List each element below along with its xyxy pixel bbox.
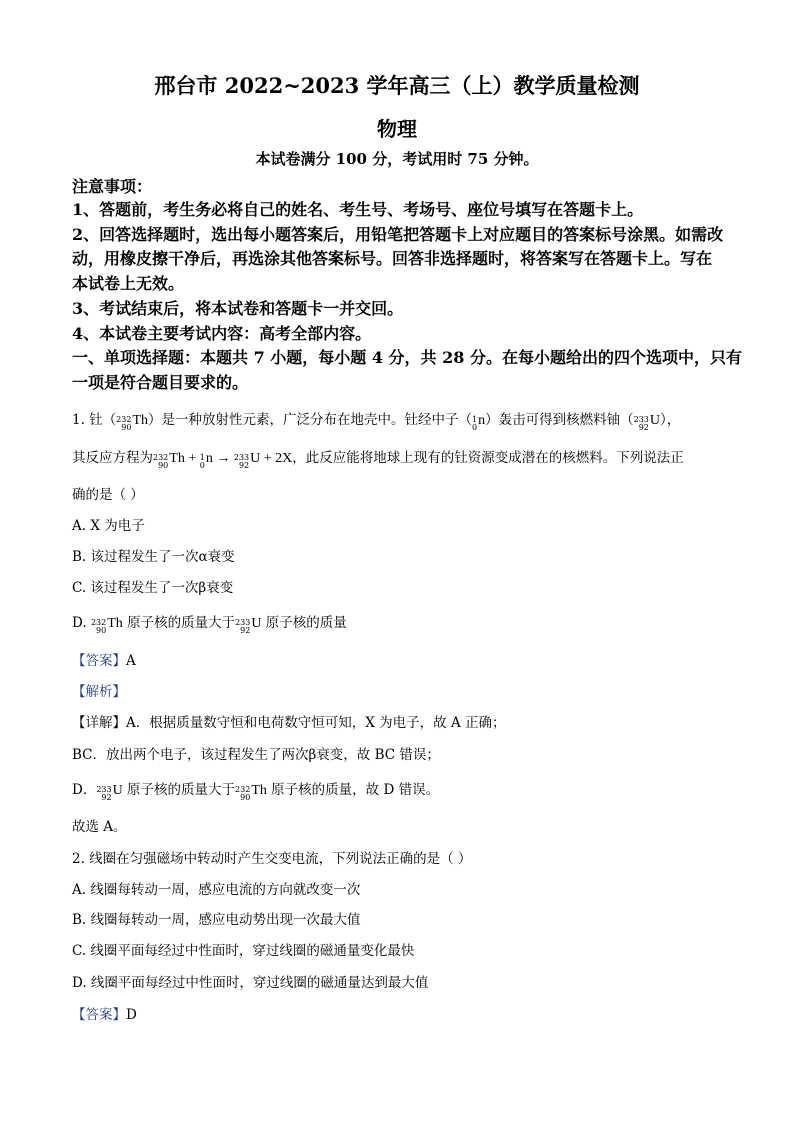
answer-label: 【答案】 (72, 1007, 126, 1023)
nuclide-uranium: 233 92 U (633, 413, 661, 432)
q2-option-b: B. 线圈每转动一周，感应电动势出现一次最大值 (72, 912, 361, 928)
q1-conclusion: 故选 A。 (72, 819, 127, 835)
note-line: 1、答题前，考生务必将自己的姓名、考生号、考场号、座位号填写在答题卡上。 (72, 200, 644, 219)
q2-stem: 2. 线圈在匀强磁场中转动时产生交变电流，下列说法正确的是（ ） (72, 851, 472, 867)
note-line: 4、本试卷主要考试内容：高考全部内容。 (72, 324, 372, 343)
exam-title: 邢台市 2022~2023 学年高三（上）教学质量检测 (154, 73, 640, 98)
q2-option-d: D. 线圈平面每经过中性面时，穿过线圈的磁通量达到最大值 (72, 975, 429, 991)
q1-option-b: B. 该过程发生了一次α衰变 (72, 549, 235, 565)
note-line: 动，用橡皮擦干净后，再选涂其他答案标号。回答非选择题时，将答案写在答题卡上。写在 (72, 249, 713, 268)
notes-heading: 注意事项： (72, 177, 153, 196)
note-line: 3、考试结束后，将本试卷和答题卡一并交回。 (72, 299, 404, 318)
section-heading-cont: 一项是符合题目要求的。 (72, 373, 249, 392)
nuclide-neutron: 1 0 n (472, 413, 486, 432)
q1-stem-line3: 确的是（ ） (72, 487, 144, 503)
section-heading: 一、单项选择题：本题共 7 小题，每小题 4 分，共 28 分。在每小题给出的四个选项中，只有 (72, 348, 742, 367)
q1-option-c: C. 该过程发生了一次β衰变 (72, 580, 234, 596)
q1-detail-a: 【详解】A．根据质量数守恒和电荷数守恒可知，X 为电子，故 A 正确； (72, 715, 506, 731)
q1-detail-bc: BC．放出两个电子，该过程发生了两次β衰变，故 BC 错误； (72, 747, 440, 763)
q2-option-c: C. 线圈平面每经过中性面时，穿过线圈的磁通量变化最快 (72, 943, 415, 959)
q1-detail-d: D． 233 92 U 原子核的质量大于 232 90 Th 原子核的质量，故 D 错误。 (72, 782, 440, 802)
q1-answer: 【答案】A (72, 653, 136, 669)
q1-option-a: A. X 为电子 (72, 518, 145, 534)
note-line: 2、回答选择题时，选出每小题答案后，用铅笔把答题卡上对应题目的答案标号涂黑。如需改 (72, 225, 724, 244)
q1-option-d: D. 232 90 Th 原子核的质量大于 233 92 U 原子核的质量 (72, 615, 347, 635)
subject-title: 物理 (377, 117, 417, 141)
q1-stem-line1: 1. 钍（ 232 90 Th）是一种放射性元素，广泛分布在地壳中。钍经中子（ 1 0 n）轰击可得到核燃料铀（ 233 92 U）， (72, 412, 681, 432)
q2-answer: 【答案】D (72, 1007, 137, 1023)
q1-stem-line2: 其反应方程为 232 90 Th + 1 0 n → 233 92 U + 2X，此反应能将地球上现有的钍资源变成潜在的核燃料。下列说法正 (72, 450, 684, 470)
exam-info: 本试卷满分 100 分，考试用时 75 分钟。 (255, 150, 539, 168)
note-line: 本试卷上无效。 (72, 274, 185, 293)
nuclide-thorium: 232 90 Th (116, 413, 149, 432)
q2-option-a: A. 线圈每转动一周，感应电流的方向就改变一次 (72, 882, 361, 898)
reaction-equation: 232 90 Th + 1 0 n → 233 92 U + 2X (153, 451, 293, 470)
answer-label: 【答案】 (72, 653, 126, 669)
q1-analysis-label: 【解析】 (72, 684, 126, 700)
